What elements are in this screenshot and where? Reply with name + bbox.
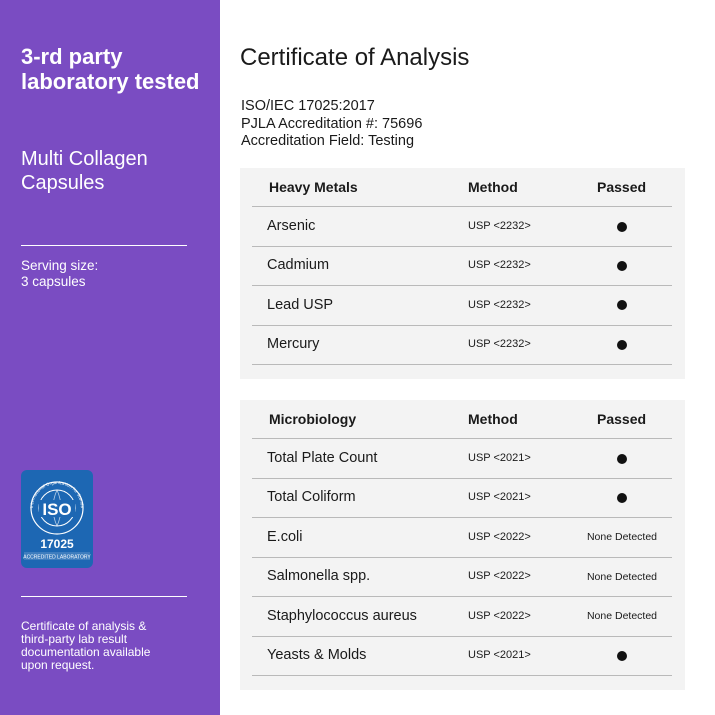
test-name: Total Coliform bbox=[267, 489, 356, 506]
test-name: Mercury bbox=[267, 336, 320, 353]
result-text: None Detected bbox=[586, 570, 658, 583]
divider bbox=[21, 245, 187, 246]
passed-dot-icon bbox=[562, 286, 682, 325]
table-header bbox=[240, 168, 685, 206]
serving-value: 3 capsules bbox=[21, 274, 86, 289]
passed-dot-icon bbox=[617, 454, 627, 464]
sidebar-panel bbox=[0, 0, 220, 715]
product-name: Multi Collagen Capsules bbox=[21, 148, 148, 194]
table-row bbox=[252, 325, 672, 365]
accreditation-info bbox=[241, 98, 422, 151]
test-name: Total Plate Count bbox=[267, 450, 378, 466]
serving-label: Serving size: bbox=[21, 258, 99, 273]
test-method: USP <2232> bbox=[468, 220, 531, 232]
divider bbox=[21, 596, 187, 597]
test-method: USP <2232> bbox=[468, 259, 531, 272]
table-row bbox=[252, 557, 672, 597]
passed-dot-icon bbox=[617, 651, 627, 661]
header-passed: Passed bbox=[597, 179, 647, 195]
header-method: Method bbox=[468, 179, 518, 195]
table-header bbox=[240, 400, 685, 438]
table-row bbox=[252, 207, 672, 247]
test-name: Salmonella spp. bbox=[267, 568, 371, 585]
table-row bbox=[252, 478, 672, 518]
passed-dot-icon bbox=[562, 246, 682, 285]
heavy-metals-table bbox=[240, 168, 685, 379]
test-method: USP <2232> bbox=[468, 298, 531, 311]
passed-dot-icon bbox=[562, 207, 682, 246]
iso-logo-text: ISO bbox=[42, 500, 72, 519]
microbiology-table bbox=[240, 400, 685, 690]
test-name: E.coli bbox=[267, 528, 303, 545]
passed-dot-icon bbox=[617, 340, 627, 350]
test-name: Arsenic bbox=[267, 218, 316, 234]
passed-dot-icon bbox=[617, 493, 627, 503]
table-row bbox=[252, 636, 672, 676]
passed-dot-icon bbox=[562, 478, 682, 517]
test-method: USP <2232> bbox=[468, 338, 531, 351]
result-text: None Detected bbox=[586, 531, 658, 544]
accreditation-line: Accreditation Field: Testing bbox=[241, 133, 415, 149]
sidebar-title: 3-rd party laboratory tested bbox=[21, 44, 200, 94]
test-name: Cadmium bbox=[267, 257, 330, 274]
passed-dot-icon bbox=[562, 636, 682, 675]
passed-dot-icon bbox=[617, 300, 627, 310]
passed-dot-icon bbox=[562, 439, 682, 478]
test-method: USP <2021> bbox=[468, 491, 531, 504]
table-row bbox=[252, 286, 672, 326]
test-name: Staphylococcus aureus bbox=[267, 607, 417, 624]
serving-size bbox=[21, 258, 98, 290]
table-row bbox=[252, 246, 672, 286]
table-row bbox=[252, 439, 672, 479]
passed-dot-icon bbox=[562, 325, 682, 364]
test-name: Lead USP bbox=[267, 296, 334, 313]
header-category: Heavy Metals bbox=[269, 179, 358, 195]
test-method: USP <2022> bbox=[468, 570, 531, 583]
accreditation-line: ISO/IEC 17025:2017 bbox=[241, 98, 375, 114]
table-row bbox=[252, 597, 672, 637]
header-category: Microbiology bbox=[269, 411, 357, 427]
passed-dot-icon bbox=[617, 222, 627, 232]
test-method: USP <2022> bbox=[468, 530, 531, 543]
page-title: Certificate of Analysis bbox=[240, 44, 470, 71]
passed-dot-icon bbox=[617, 261, 627, 271]
test-method: USP <2021> bbox=[468, 649, 531, 661]
iso-accreditation-badge bbox=[21, 470, 93, 568]
test-name: Yeasts & Molds bbox=[267, 647, 367, 663]
header-passed: Passed bbox=[597, 411, 647, 427]
test-method: USP <2022> bbox=[468, 609, 531, 622]
accreditation-line: PJLA Accreditation #: 75696 bbox=[241, 115, 423, 132]
result-text: None Detected bbox=[586, 610, 658, 623]
iso-number: 17025 bbox=[40, 537, 74, 551]
iso-org-text: International Organization for Standa bbox=[28, 479, 86, 509]
iso-label: ACCREDITED LABORATORY bbox=[23, 554, 91, 561]
test-method: USP <2021> bbox=[468, 452, 531, 464]
availability-note: Certificate of analysis & third-party lab result documentation available upon request. bbox=[21, 619, 151, 672]
table-row bbox=[252, 518, 672, 558]
header-method: Method bbox=[468, 411, 518, 427]
